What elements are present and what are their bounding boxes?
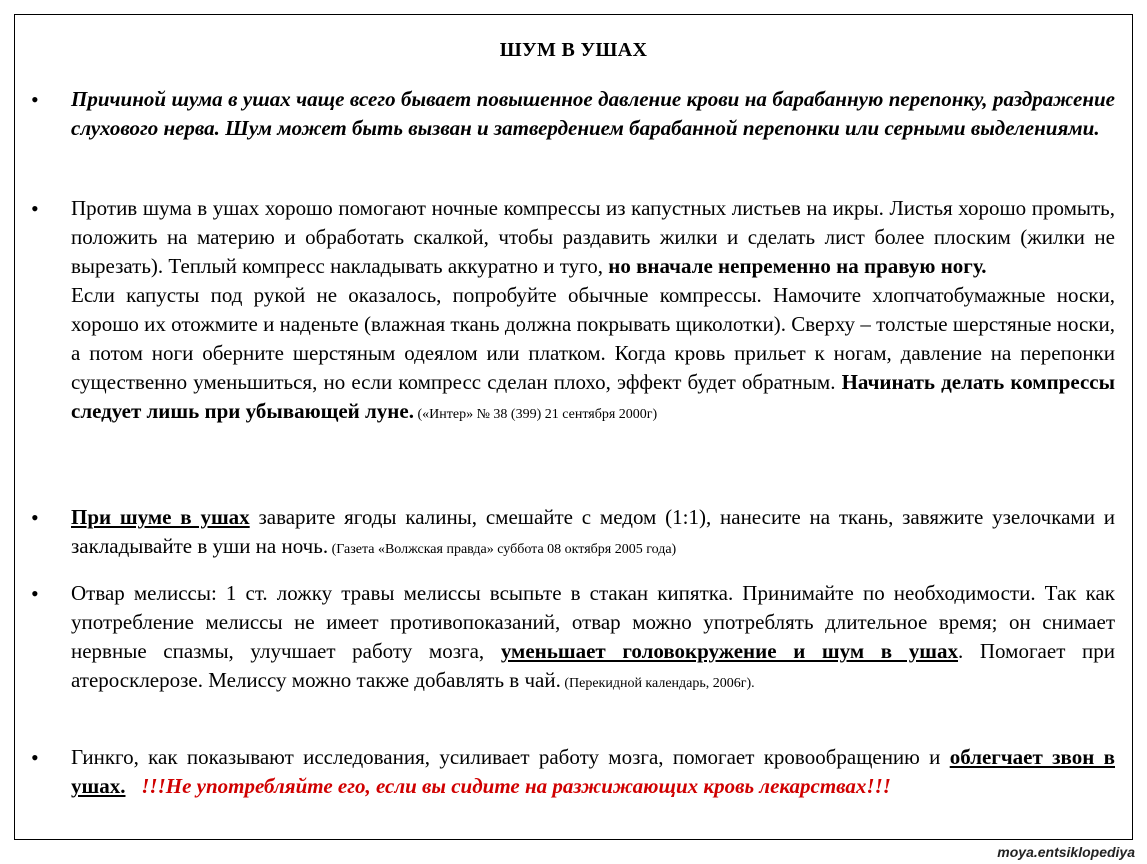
bullet: • <box>31 505 39 530</box>
item-text: Гинкго, как показывают исследования, усиливает работу мозга, помогает кровообращению и <box>71 745 950 769</box>
source-citation: («Интер» № 38 (399) 21 сентября 2000г) <box>413 407 658 422</box>
source-citation: (Газета «Волжская правда» суббота 08 октября 2005 года) <box>328 542 677 557</box>
watermark: moya.entsiklopediya <box>997 844 1135 860</box>
source-citation: (Перекидной календарь, 2006г). <box>560 676 755 691</box>
lead-text: При шуме в ушах <box>71 505 250 529</box>
emphasis-text: Начинать делать компрессы следует лишь при убывающей луне. <box>71 370 1115 423</box>
item-text: Отвар мелиссы: 1 ст. ложку травы мелиссы всыпьте в стакан кипятка. Принимайте по необходимости. Так как употребление мелиссы не имеет противопоказаний, отвар можно употреблять длительное время; он снимает нервные спазмы, улучшает работу мозга, <box>71 581 1115 663</box>
warning-text: !!!Не употребляйте его, если вы сидите на разжижающих кровь лекарствах!!! <box>141 774 891 798</box>
item-text: Если капусты под рукой не оказалось, попробуйте обычные компрессы. Намочите хлопчатобумажные носки, хорошо их отожмите и наденьте (влажная ткань должна покрывать щиколотки). Сверху – толстые шерстяные носки, а потом ноги оберните шерстяным одеялом или платком. Когда кровь прильет к ногам, давление на перепонки существенно уменьшиться, но если компресс сделан плохо, эффект будет обратным. <box>71 283 1115 394</box>
item-text-block <box>71 743 1115 801</box>
item-text: Причиной шума в ушах чаще всего бывает повышенное давление крови на барабанную перепонку, раздражение слухового нерва. Шум может быть вызван и затвердением барабанной перепонки или серными выделениями. <box>71 87 1115 140</box>
bullet: • <box>31 745 39 770</box>
document-title: ШУМ В УШАХ <box>499 39 648 61</box>
item-text: заварите ягоды калины, смешайте с медом (1:1), нанесите на ткань, завяжите узелочками и закладывайте в уши на ночь. <box>71 505 1115 558</box>
item-text-block <box>71 579 1115 698</box>
item-text: Против шума в ушах хорошо помогают ночные компрессы из капустных листьев на икры. Листья хорошо промыть, положить на материю и обработать скалкой, чтобы раздавить жилки и сделать лист более плоским (жилки не вырезать). Теплый компресс накладывать аккуратно и туго, <box>71 196 1115 278</box>
item-text-block <box>71 194 1115 429</box>
emphasis-text: но вначале непременно на правую ногу. <box>608 254 987 278</box>
item-text: . Помогает при атеросклерозе. Мелиссу можно также добавлять в чай. <box>71 639 1115 692</box>
emphasis-text: облегчает звон в ушах. <box>71 745 1115 798</box>
bullet: • <box>31 581 39 606</box>
document-frame <box>14 14 1133 840</box>
item-text-block <box>71 503 1115 564</box>
bullet: • <box>31 87 39 112</box>
bullet: • <box>31 196 39 221</box>
emphasis-text: уменьшает головокружение и шум в ушах <box>500 639 959 663</box>
